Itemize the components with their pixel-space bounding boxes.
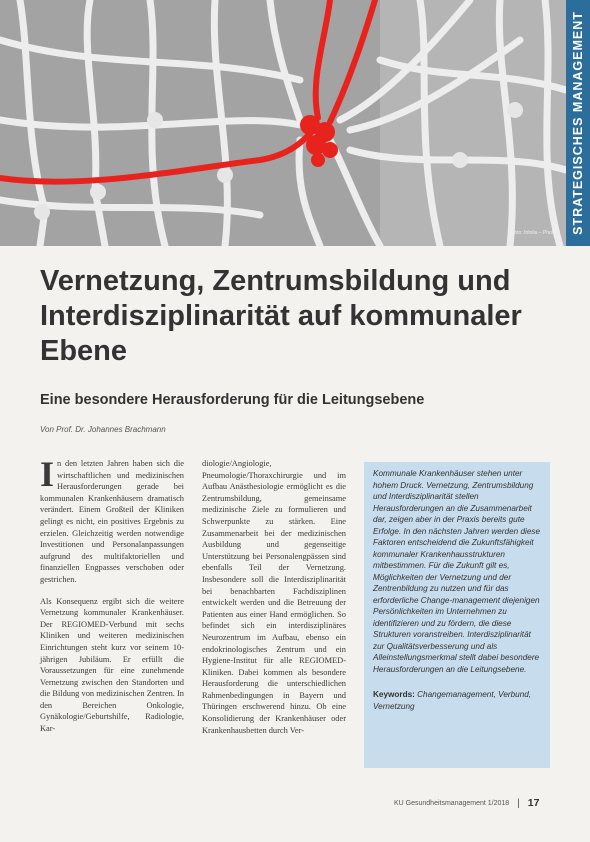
paragraph-text: n den letzten Jahren haben sich die wirtschaftlichen und medizinischen Herausforderungen gerade bei kommunalen Krankenhäusern dramatisch verändert. Einem Großteil der Kliniken gelingt es nicht, ein positives Ergebnis zu erzielen. Gleichzeitig werden notwendige Investitionen und Personalanpassungen aufgrund des multifaktoriellen und finanziellen Engpasses verschoben oder gestrichen. (40, 459, 184, 584)
paragraph (40, 454, 184, 586)
journal-name: KU Gesundheitsmanagement 1/2018 (394, 799, 510, 807)
body-column-1 (40, 454, 184, 745)
section-tab (566, 0, 590, 246)
drop-cap: I (40, 454, 55, 494)
abstract-text: Kommunale Krankenhäuser stehen unter hohem Druck. Vernetzung, Zentrumsbildung und Interdisziplinarität stellen Herausforderungen an die Zusammenarbeit dar, zeigen aber in der Praxis bereits gute Erfolge. In den nächsten Jahren werden diese Faktoren entscheidend die Zukunftsfähigkeit kommunaler Krankenhausstrukturen mitbestimmen. Für die Zukunft gilt es, Möglichkeiten der Vernetzung und der Zentrenbildung zu nutzen und für das erforderliche Change-management diejenigen Persönlichkeiten im Unternehmen zu identifizieren und zu fördern, die diese Strukturen voranstreiben. Interdisziplinarität zur Qualitätsverbesserung und als Alleinstellungsmerkmal stellt dabei besondere Herausforderungen an die Leitungsebene. (373, 469, 541, 674)
article-title: Vernetzung, Zentrumsbildung und Interdisziplinarität auf kommunaler Ebene (40, 265, 522, 367)
rope-net-illustration (0, 0, 566, 246)
body-column-2 (202, 458, 346, 746)
photo-credit: Foto: fotolia – Photo (511, 230, 556, 236)
page-footer (394, 797, 544, 809)
article-subtitle: Eine besondere Herausforderung für die Leitungsebene (40, 392, 425, 408)
keywords-label: Keywords: (373, 690, 415, 699)
header-photo (0, 0, 566, 246)
paragraph: Als Konsequenz ergibt sich die weitere Vernetzung kommunaler Krankenhäuser. Der REGIOMED-Verbund mit sechs Kliniken und weiteren medizinischen Einrichtungen steht kurz vor seinem 10-jährigen Jubiläum. Er erfüllt die Voraussetzungen für eine zunehmende Vernetzung zwischen den Standorten und die Bildung von medizinischen Zentren. In den Bereichen Onkologie, Gynäkologie/Geburtshilfe, Radiologie, Kar- (40, 596, 184, 734)
abstract-box (364, 462, 550, 768)
paragraph: diologie/Angiologie, Pneumologie/Thoraxchirurgie und im Aufbau Anästhesiologie ermöglicht es die Zentrumsbildung, gemeinsame medizinische Ziele zu formulieren und Schwerpunkte zu stärken. Eine Zusammenarbeit bei der medizinischen Ausbildung und gegenseitige Unterstützung bei Personalengpässen sind ebenfalls Teil der Vernetzung. Insbesondere soll die Interdisziplinarität bei benachbarten Fachdisziplinen entwickelt werden und die Betreuung der Patienten aus einer Hand ermöglichen. So befindet sich ein interdisziplinäres Neurozentrum im Aufbau, ebenso ein endokrinologisches Zentrum und ein Hygiene-Institut für alle REGIOMED-Kliniken. Dabei kommen als besondere Herausforderung die unterschiedlichen Rahmenbedingungen in Bayern und Thüringen erschwerend hinzu. Ob eine Konsolidierung der Krankenhäuser oder Krankenhausbetten durch Ver- (202, 459, 346, 735)
section-tab-label: STRATEGISCHES MANAGEMENT (571, 11, 585, 235)
keywords (373, 689, 541, 712)
article-author: Von Prof. Dr. Johannes Brachmann (40, 425, 166, 434)
keywords-list: Changemanagement, Verbund, Vernetzung (373, 690, 532, 711)
footer-separator: | (517, 797, 520, 809)
page-number: 17 (527, 797, 540, 809)
